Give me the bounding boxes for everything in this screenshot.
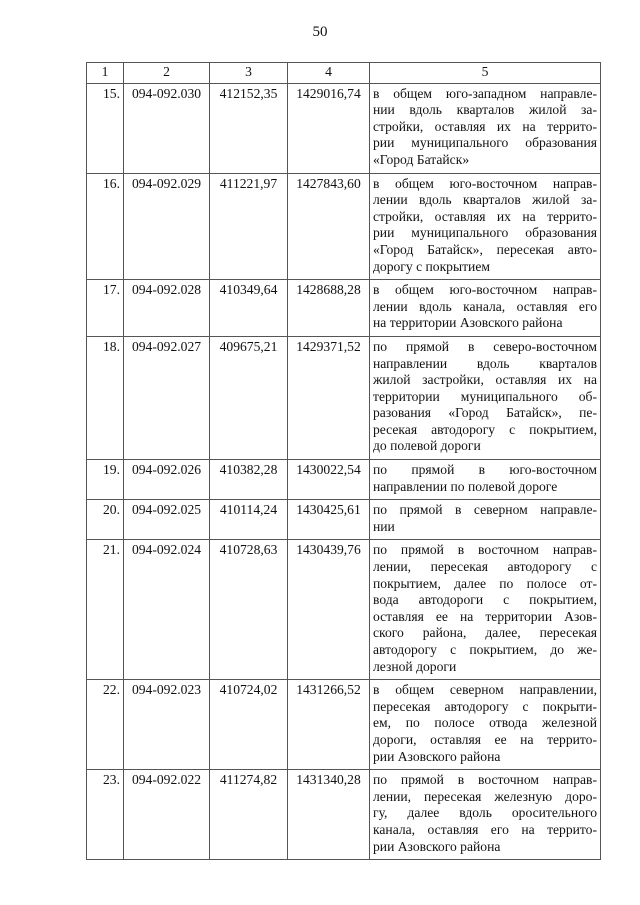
description-line: жилой застройки, оставляя их на [373, 372, 597, 388]
description-line: направлении вдоль кварталов [373, 355, 597, 371]
header-col-3: 3 [210, 63, 288, 84]
coordinate-x-cell: 409675,21 [210, 336, 288, 459]
boundary-description-cell [370, 173, 601, 280]
coordinate-x-cell: 410728,63 [210, 540, 288, 680]
point-code-cell: 094-092.027 [124, 336, 210, 459]
point-code-cell: 094-092.028 [124, 280, 210, 337]
point-code-cell: 094-092.022 [124, 770, 210, 860]
description-line: рии муниципального образования [373, 135, 597, 151]
boundary-description-cell [370, 336, 601, 459]
coordinate-x-cell: 411274,82 [210, 770, 288, 860]
description-line: ем, по полосе отвода железной [373, 715, 597, 731]
description-line: лении вдоль канала, оставляя его [373, 298, 597, 314]
description-line: разования «Город Батайск», пе- [373, 405, 597, 421]
table-row [87, 173, 601, 280]
row-number-cell: 23. [87, 770, 124, 860]
row-number-cell: 17. [87, 280, 124, 337]
coordinate-y-cell: 1428688,28 [288, 280, 370, 337]
boundary-description-cell [370, 500, 601, 540]
coordinate-y-cell: 1429016,74 [288, 83, 370, 173]
header-col-4: 4 [288, 63, 370, 84]
table-row [87, 680, 601, 770]
description-line: рии Азовского района [373, 838, 501, 854]
row-number-cell: 16. [87, 173, 124, 280]
point-code-cell: 094-092.030 [124, 83, 210, 173]
point-code-cell: 094-092.023 [124, 680, 210, 770]
description-line: «Город Батайск» [373, 151, 470, 167]
description-line: лезной дороги [373, 658, 457, 674]
boundary-description-cell [370, 83, 601, 173]
table-row [87, 83, 601, 173]
boundary-description-cell [370, 680, 601, 770]
boundary-table [86, 62, 601, 860]
description-line: покрытием, далее по полосе от- [373, 575, 597, 591]
table-row [87, 460, 601, 500]
description-line: в общем юго-восточном направ- [373, 282, 597, 298]
description-line: дорогу с покрытием [373, 258, 490, 274]
description-line: по прямой в юго-восточном [373, 462, 597, 478]
row-number-cell: 15. [87, 83, 124, 173]
boundary-description-cell [370, 280, 601, 337]
description-line: ресекая автодорогу с покрытием, [373, 421, 597, 437]
coordinate-y-cell: 1430425,61 [288, 500, 370, 540]
description-line: в общем юго-западном направле- [373, 85, 597, 101]
row-number-cell: 18. [87, 336, 124, 459]
description-line: по прямой в восточном направ- [373, 772, 597, 788]
row-number-cell: 20. [87, 500, 124, 540]
row-number-cell: 19. [87, 460, 124, 500]
description-line: пересекая автодорогу с покрыти- [373, 698, 597, 714]
description-line: стройки, оставляя их на террито- [373, 118, 597, 134]
description-line: лении вдоль кварталов жилой за- [373, 192, 597, 208]
description-line: по прямой в северном направле- [373, 502, 597, 518]
description-line: оставляя ее на территории Азов- [373, 608, 597, 624]
description-line: на территории Азовского района [373, 315, 563, 331]
description-line: по прямой в восточном направ- [373, 542, 597, 558]
point-code-cell: 094-092.029 [124, 173, 210, 280]
boundary-description-cell [370, 770, 601, 860]
description-line: до полевой дороги [373, 438, 481, 454]
description-line: направлении по полевой дороге [373, 478, 558, 494]
coordinate-y-cell: 1427843,60 [288, 173, 370, 280]
table-row [87, 500, 601, 540]
table-body [87, 83, 601, 860]
page-number: 50 [312, 24, 328, 40]
description-line: канала, оставляя его на террито- [373, 821, 597, 837]
description-line: в общем юго-восточном направ- [373, 175, 597, 191]
description-line: в общем северном направлении, [373, 682, 597, 698]
row-number-cell: 22. [87, 680, 124, 770]
description-line: «Город Батайск», пересекая авто- [373, 241, 597, 257]
description-line: рии муниципального образования [373, 225, 597, 241]
row-number-cell: 21. [87, 540, 124, 680]
coordinate-x-cell: 410349,64 [210, 280, 288, 337]
coordinate-x-cell: 410724,02 [210, 680, 288, 770]
table-row [87, 280, 601, 337]
coordinate-y-cell: 1431266,52 [288, 680, 370, 770]
description-line: лении, пересекая железную доро- [373, 788, 597, 804]
description-line: дороги, оставляя ее на террито- [373, 731, 597, 747]
coordinate-y-cell: 1431340,28 [288, 770, 370, 860]
description-line: рии Азовского района [373, 748, 501, 764]
header-col-1: 1 [87, 63, 124, 84]
point-code-cell: 094-092.025 [124, 500, 210, 540]
header-col-5: 5 [370, 63, 601, 84]
coordinate-y-cell: 1429371,52 [288, 336, 370, 459]
coordinate-y-cell: 1430439,76 [288, 540, 370, 680]
coordinate-y-cell: 1430022,54 [288, 460, 370, 500]
description-line: нии вдоль кварталов жилой за- [373, 102, 597, 118]
description-line: стройки, оставляя их на террито- [373, 208, 597, 224]
boundary-description-cell [370, 540, 601, 680]
point-code-cell: 094-092.026 [124, 460, 210, 500]
description-line: автодорогу с покрытием, до же- [373, 642, 597, 657]
coordinate-x-cell: 410382,28 [210, 460, 288, 500]
table-header-row [87, 63, 601, 84]
boundary-description-cell [370, 460, 601, 500]
description-line: гу, далее вдоль оросительного [373, 805, 597, 821]
description-line: по прямой в северо-восточном [373, 338, 597, 354]
description-line: территории муниципального об- [373, 388, 597, 404]
coordinate-x-cell: 411221,97 [210, 173, 288, 280]
table-row [87, 540, 601, 680]
description-line: нии [373, 518, 395, 534]
coordinate-x-cell: 412152,35 [210, 83, 288, 173]
description-line: вода автодороги с покрытием, [373, 592, 597, 608]
point-code-cell: 094-092.024 [124, 540, 210, 680]
table-row [87, 336, 601, 459]
description-line: ского района, далее, пересекая [373, 625, 597, 641]
coordinate-x-cell: 410114,24 [210, 500, 288, 540]
description-line: лении, пересекая автодорогу с [373, 559, 597, 575]
table-row [87, 770, 601, 860]
header-col-2: 2 [124, 63, 210, 84]
